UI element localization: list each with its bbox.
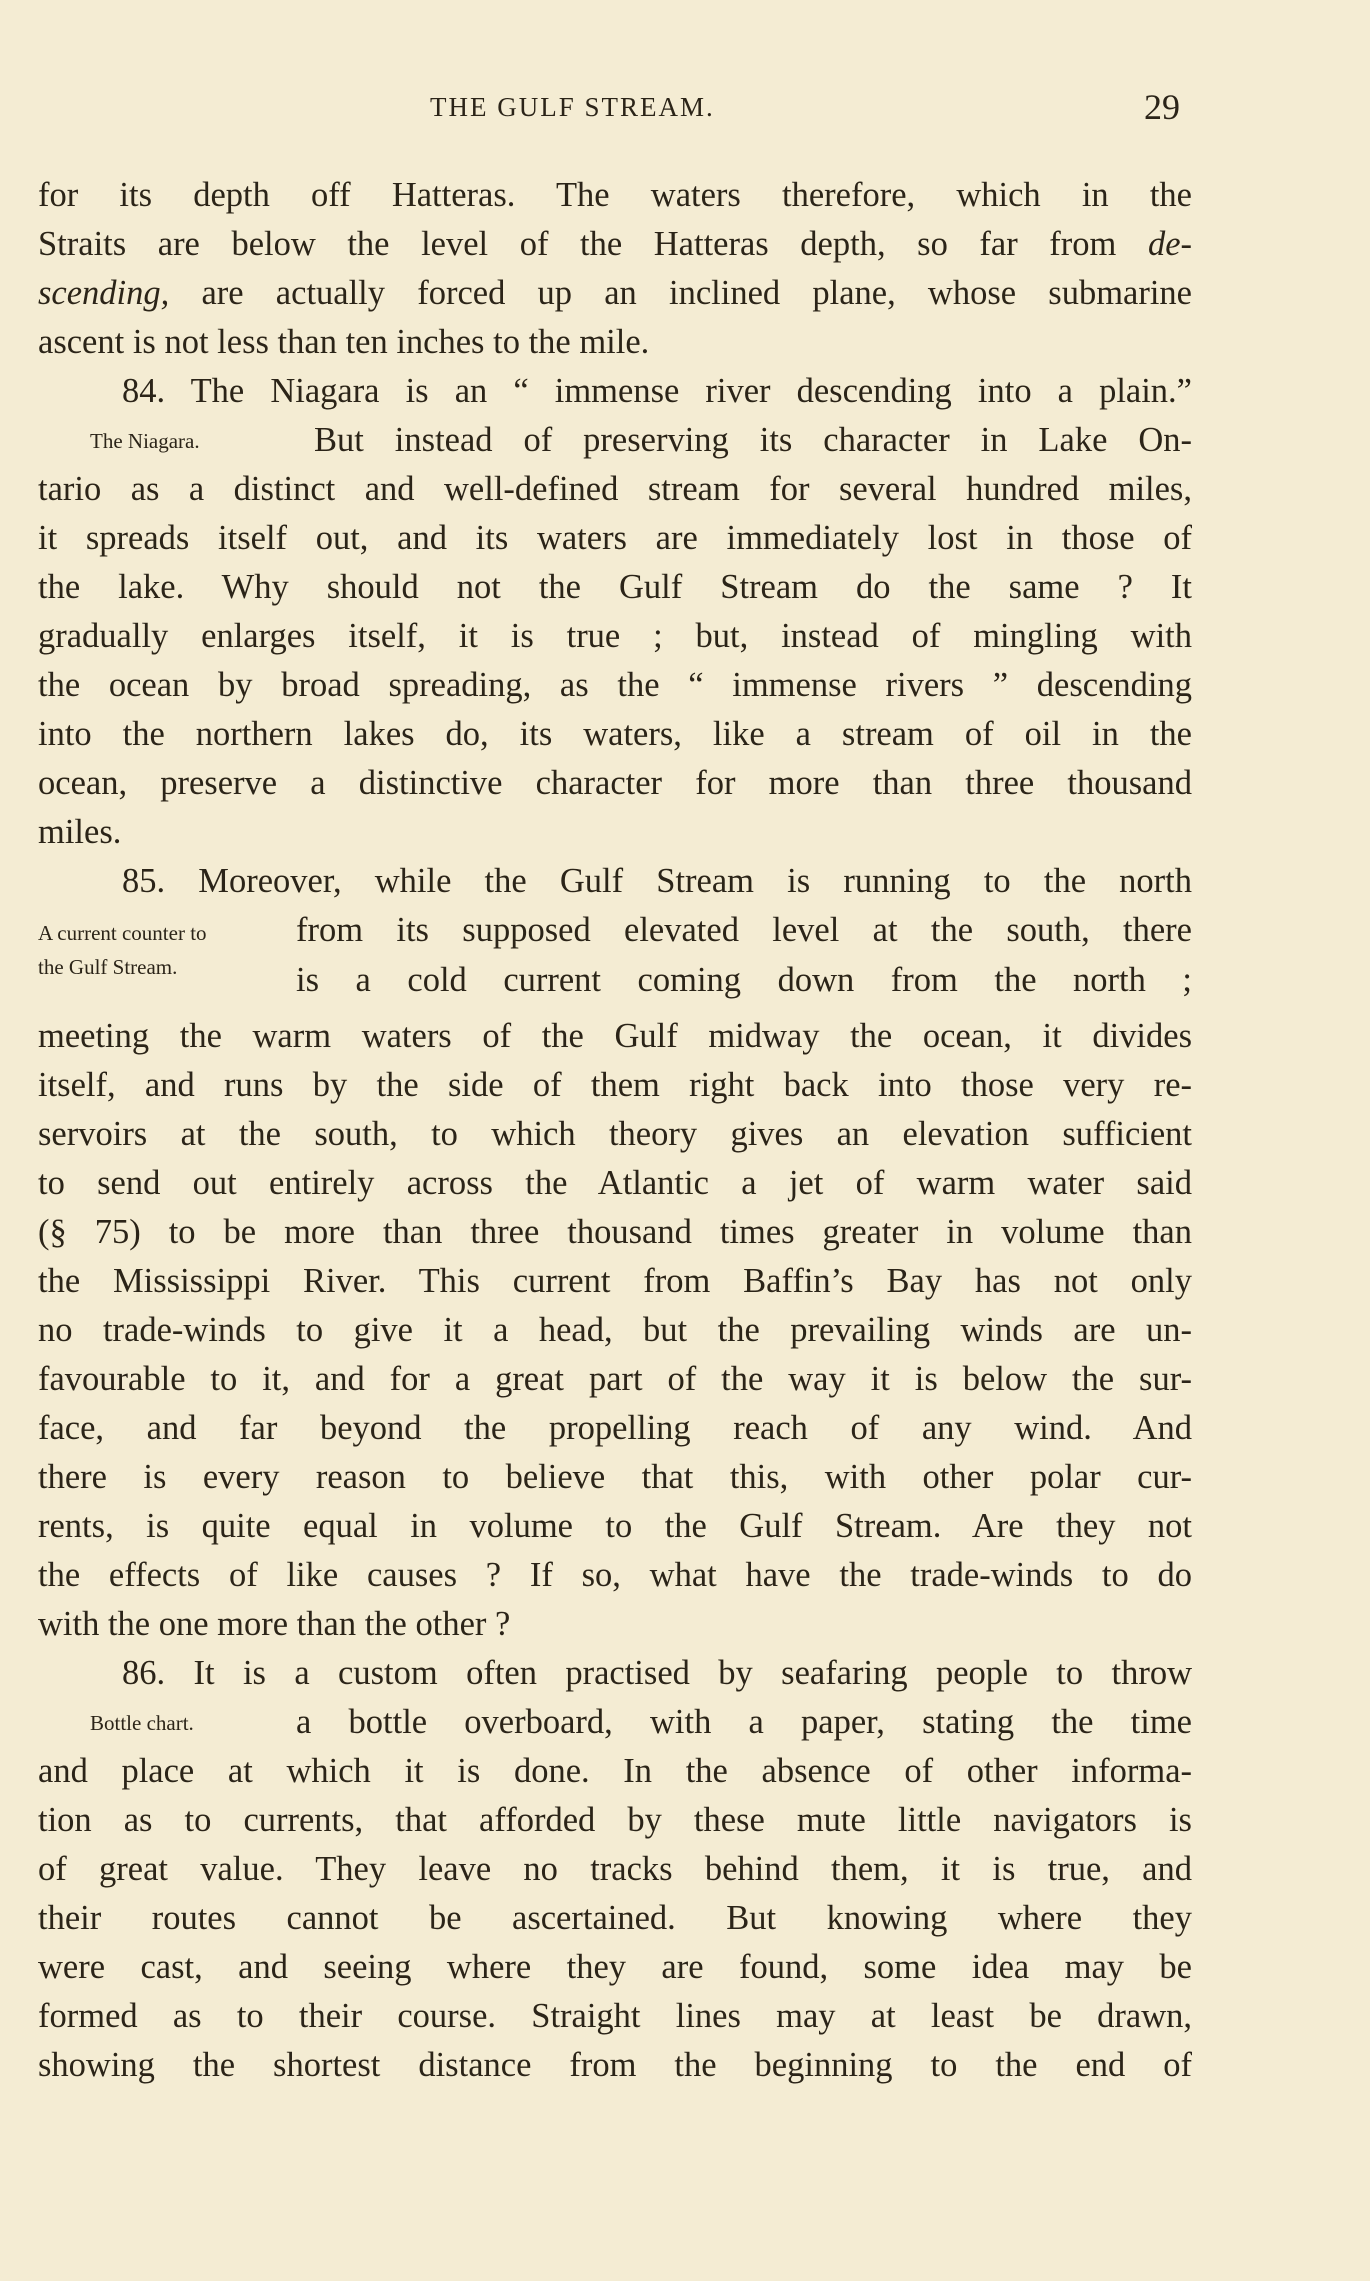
text-line: no trade-winds to give it a head, but the prevailing winds are un-: [38, 1311, 1192, 1349]
text-line: the effects of like causes ? If so, what have the trade-winds to do: [38, 1556, 1192, 1594]
text-line: ocean, preserve a distinctive character for more than three thousand: [38, 764, 1192, 802]
text-line: formed as to their course. Straight lines may at least be drawn,: [38, 1997, 1192, 2035]
text-line: (§ 75) to be more than three thousand times greater in volume than: [38, 1213, 1192, 1251]
margin-note-bottle-chart: Bottle chart.: [90, 1711, 194, 1735]
text-line: gradually enlarges itself, it is true ; but, instead of mingling with: [38, 617, 1192, 655]
margin-note-counter-current-2: the Gulf Stream.: [38, 955, 178, 979]
text-line: face, and far beyond the propelling reach of any wind. And: [38, 1409, 1192, 1447]
paragraph-84-start: 84. The Niagara is an “ immense river descending into a plain.”: [122, 372, 1192, 410]
paragraph-85-start: 85. Moreover, while the Gulf Stream is running to the north: [122, 862, 1192, 900]
text-line: a bottle overboard, with a paper, stating the time: [296, 1703, 1192, 1741]
text-line: tion as to currents, that afforded by these mute little navigators is: [38, 1801, 1192, 1839]
text-line: the ocean by broad spreading, as the “ immense rivers ” descending: [38, 666, 1192, 704]
text-line: Straits are below the level of the Hatteras depth, so far from de-: [38, 225, 1193, 263]
text-line: their routes cannot be ascertained. But knowing where they: [38, 1899, 1192, 1937]
text-line: with the one more than the other ?: [38, 1605, 511, 1643]
text-line: were cast, and seeing where they are found, some idea may be: [38, 1948, 1192, 1986]
text-line: scending, are actually forced up an inclined plane, whose submarine: [38, 274, 1192, 312]
margin-note-niagara: The Niagara.: [90, 429, 200, 453]
text-line: tario as a distinct and well-defined stream for several hundred miles,: [38, 470, 1192, 508]
text-line: to send out entirely across the Atlantic a jet of warm water said: [38, 1164, 1192, 1202]
text-line: is a cold current coming down from the north ;: [296, 961, 1192, 999]
text-line: of great value. They leave no tracks behind them, it is true, and: [38, 1850, 1192, 1888]
running-head: THE GULF STREAM.: [430, 92, 715, 122]
text-line: But instead of preserving its character in Lake On-: [314, 421, 1192, 459]
text-line: miles.: [38, 813, 122, 851]
text-line: itself, and runs by the side of them right back into those very re-: [38, 1066, 1192, 1104]
margin-note-counter-current-1: A current counter to: [38, 921, 207, 945]
text-line: and place at which it is done. In the absence of other informa-: [38, 1752, 1192, 1790]
text-line: the lake. Why should not the Gulf Stream do the same ? It: [38, 568, 1192, 606]
text-line: meeting the warm waters of the Gulf midway the ocean, it divides: [38, 1017, 1192, 1055]
text-line: into the northern lakes do, its waters, like a stream of oil in the: [38, 715, 1192, 753]
text-line: for its depth off Hatteras. The waters therefore, which in the: [38, 176, 1192, 214]
text-line: from its supposed elevated level at the south, there: [296, 911, 1192, 949]
text-line: rents, is quite equal in volume to the Gulf Stream. Are they not: [38, 1507, 1192, 1545]
page-number: 29: [1144, 87, 1180, 127]
text-line: showing the shortest distance from the beginning to the end of: [38, 2046, 1192, 2084]
text-line: ascent is not less than ten inches to the mile.: [38, 323, 650, 361]
text-line: there is every reason to believe that this, with other polar cur-: [38, 1458, 1192, 1496]
text-line: it spreads itself out, and its waters are immediately lost in those of: [38, 519, 1192, 557]
text-line: the Mississippi River. This current from Baffin’s Bay has not only: [38, 1262, 1192, 1300]
text-line: favourable to it, and for a great part of the way it is below the sur-: [38, 1360, 1192, 1398]
text-line: servoirs at the south, to which theory gives an elevation sufficient: [38, 1115, 1192, 1153]
paragraph-86-start: 86. It is a custom often practised by seafaring people to throw: [122, 1654, 1192, 1692]
